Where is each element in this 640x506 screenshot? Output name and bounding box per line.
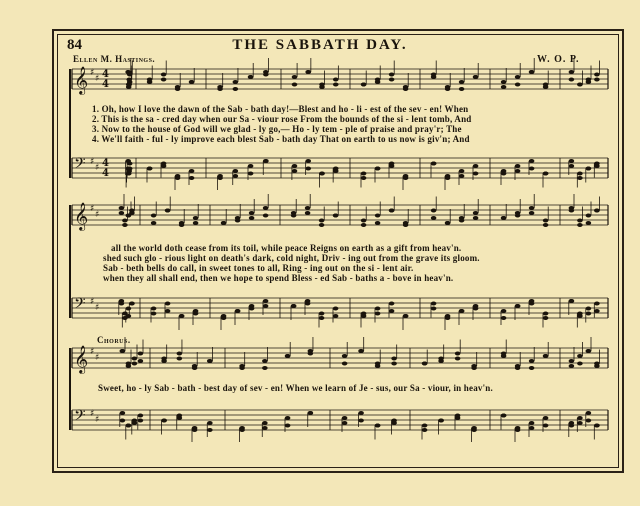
note-head: [305, 70, 311, 74]
sharp-icon: ♯: [95, 415, 100, 425]
note-head: [165, 309, 171, 313]
note-head: [543, 354, 549, 358]
note-head: [263, 214, 269, 218]
note-head: [262, 421, 268, 425]
note-head: [403, 87, 409, 91]
time-signature: 4: [102, 79, 109, 90]
note-head: [138, 352, 144, 356]
note-head: [501, 354, 507, 358]
note-head: [501, 172, 507, 176]
note-head: [529, 206, 535, 210]
note-head: [586, 419, 592, 423]
time-signature: 4: [102, 158, 109, 169]
bass-clef-icon: 𝄢: [74, 155, 86, 176]
note-head: [577, 354, 583, 358]
note-head: [422, 362, 428, 366]
note-head: [319, 316, 325, 320]
note-head: [192, 428, 198, 432]
note-head: [543, 219, 549, 223]
note-head: [333, 314, 339, 318]
note-head: [177, 352, 183, 356]
page-number: 84: [67, 37, 82, 53]
note-head: [529, 70, 535, 74]
verse-1-line-2: all the world doth cease from its toil, while peace Reigns on earth as a gift from heav'n.: [111, 243, 462, 253]
note-head: [431, 209, 437, 213]
note-head: [342, 354, 348, 358]
note-head: [126, 364, 132, 368]
note-head: [594, 209, 600, 213]
note-head: [151, 307, 157, 311]
note-head: [445, 316, 451, 320]
staff-6: [72, 407, 608, 430]
note-head: [515, 304, 521, 308]
sharp-icon: ♯: [90, 204, 95, 214]
note-head: [529, 302, 535, 306]
note-head: [586, 312, 592, 316]
verse-4-line-2: when they all shall end, then we hope to spend Bless - ed Sab - baths a - bove in heav'n.: [103, 273, 454, 283]
note-head: [263, 159, 269, 163]
note-head: [594, 309, 600, 313]
sharp-icon: ♯: [95, 163, 100, 173]
note-head: [305, 302, 311, 306]
note-head: [501, 316, 507, 320]
note-head: [389, 309, 395, 313]
note-head: [333, 169, 339, 173]
note-head: [319, 85, 325, 89]
note-head: [543, 312, 549, 316]
note-head: [361, 223, 367, 227]
verse-2-line-1: 2. This is the sa - cred day when our Sa - viour rose From the bounds of the si - lent tomb, And: [92, 114, 472, 124]
note-head: [120, 419, 126, 423]
note-head: [577, 176, 583, 180]
sharp-icon: ♯: [95, 210, 100, 220]
note-head: [586, 411, 592, 415]
note-head: [515, 214, 521, 218]
note-head: [193, 221, 199, 225]
note-head: [459, 174, 465, 178]
note-head: [262, 426, 268, 430]
note-head: [132, 357, 138, 361]
note-head: [263, 304, 269, 308]
note-head: [249, 307, 255, 311]
note-head: [239, 366, 245, 370]
note-head: [217, 87, 223, 91]
note-head: [438, 419, 444, 423]
note-head: [529, 359, 535, 363]
note-head: [126, 314, 132, 318]
note-head: [175, 87, 181, 91]
song-title: THE SABBATH DAY.: [232, 37, 408, 53]
note-head: [389, 164, 395, 168]
note-head: [431, 162, 437, 166]
note-head: [235, 219, 241, 223]
note-head: [217, 176, 223, 180]
note-head: [594, 302, 600, 306]
note-head: [431, 302, 437, 306]
note-head: [569, 364, 575, 368]
note-head: [342, 362, 348, 366]
note-head: [586, 167, 592, 171]
note-head: [361, 83, 367, 87]
note-head: [529, 426, 535, 430]
note-head: [389, 209, 395, 213]
note-head: [249, 211, 255, 215]
note-head: [543, 424, 549, 428]
note-head: [292, 169, 298, 173]
note-head: [501, 85, 507, 89]
note-head: [577, 314, 583, 318]
treble-clef-icon: 𝄞: [74, 345, 89, 373]
note-head: [235, 309, 241, 313]
note-head: [577, 421, 583, 425]
verse-1-line-1: 1. Oh, how I love the dawn of the Sab - bath day!—Blest and ho - li - est of the sev - en! When: [92, 104, 469, 114]
note-head: [207, 421, 213, 425]
note-head: [358, 411, 364, 415]
note-head: [391, 357, 397, 361]
note-head: [151, 214, 157, 218]
note-head: [577, 83, 583, 87]
note-head: [586, 349, 592, 353]
note-head: [233, 174, 239, 178]
note-head: [165, 302, 171, 306]
note-head: [569, 78, 575, 82]
note-head: [285, 354, 291, 358]
note-head: [248, 172, 254, 176]
note-head: [455, 416, 461, 420]
note-head: [473, 216, 479, 220]
note-head: [501, 216, 507, 220]
note-head: [161, 419, 167, 423]
note-head: [358, 419, 364, 423]
note-head: [375, 424, 381, 428]
verse-4-line-1: 4. We'll faith - ful - ly improve each blest Sab - bath day That on earth to us now is giv'n; And: [92, 134, 470, 144]
note-head: [305, 167, 311, 171]
note-head: [189, 80, 195, 84]
note-head: [375, 167, 381, 171]
note-head: [292, 164, 298, 168]
note-head: [358, 349, 364, 353]
note-head: [577, 416, 583, 420]
note-head: [319, 219, 325, 223]
note-head: [459, 87, 465, 91]
note-head: [529, 421, 535, 425]
note-head: [422, 424, 428, 428]
note-head: [285, 424, 291, 428]
note-head: [138, 419, 144, 423]
note-head: [471, 428, 477, 432]
note-head: [569, 209, 575, 213]
sharp-icon: ♯: [90, 297, 95, 307]
sharp-icon: ♯: [90, 157, 95, 167]
note-head: [292, 75, 298, 79]
note-head: [248, 75, 254, 79]
note-head: [127, 73, 133, 77]
treble-clef-icon: 𝄞: [74, 66, 89, 94]
note-head: [127, 162, 133, 166]
note-head: [189, 169, 195, 173]
time-signature: 4: [102, 168, 109, 179]
note-head: [179, 314, 185, 318]
note-head: [319, 312, 325, 316]
note-head: [361, 172, 367, 176]
note-head: [569, 424, 575, 428]
treble-clef-icon: 𝄞: [74, 202, 89, 230]
note-head: [501, 414, 507, 418]
staff-2: [72, 155, 608, 179]
note-head: [132, 421, 138, 425]
verse-3-line-2: Sab - beth bells do call, in sweet tones to all, Ring - ing out on the si - lent air.: [103, 263, 414, 273]
note-head: [515, 428, 521, 432]
note-head: [431, 307, 437, 311]
bass-clef-icon: 𝄢: [74, 295, 86, 316]
note-head: [291, 214, 297, 218]
note-head: [473, 164, 479, 168]
note-head: [127, 80, 133, 84]
note-head: [161, 78, 167, 82]
note-head: [285, 416, 291, 420]
note-head: [305, 211, 311, 215]
note-head: [438, 359, 444, 363]
note-head: [305, 206, 311, 210]
note-head: [263, 73, 269, 77]
note-head: [403, 314, 409, 318]
note-head: [577, 362, 583, 366]
note-head: [471, 366, 477, 370]
sharp-icon: ♯: [95, 74, 100, 84]
note-head: [501, 80, 507, 84]
note-head: [161, 164, 167, 168]
note-head: [129, 302, 135, 306]
note-head: [221, 221, 227, 225]
note-head: [177, 357, 183, 361]
sharp-icon: ♯: [90, 347, 95, 357]
note-head: [375, 214, 381, 218]
note-head: [179, 223, 185, 227]
note-head: [569, 164, 575, 168]
note-head: [529, 211, 535, 215]
note-head: [120, 349, 126, 353]
note-head: [308, 352, 314, 356]
note-head: [586, 221, 592, 225]
note-head: [569, 359, 575, 363]
note-head: [569, 299, 575, 303]
note-head: [389, 73, 395, 77]
note-head: [389, 78, 395, 82]
note-head: [577, 172, 583, 176]
note-head: [263, 299, 269, 303]
note-head: [594, 424, 600, 428]
note-head: [119, 211, 125, 215]
note-head: [586, 307, 592, 311]
note-head: [375, 312, 381, 316]
note-head: [431, 216, 437, 220]
note-head: [132, 362, 138, 366]
note-head: [473, 211, 479, 215]
note-head: [569, 159, 575, 163]
note-head: [161, 359, 167, 363]
note-head: [515, 169, 521, 173]
note-head: [459, 219, 465, 223]
note-head: [501, 309, 507, 313]
note-head: [305, 159, 311, 163]
note-head: [515, 366, 521, 370]
note-head: [391, 362, 397, 366]
note-head: [333, 214, 339, 218]
note-head: [333, 307, 339, 311]
note-head: [333, 83, 339, 87]
note-head: [262, 359, 268, 363]
sharp-icon: ♯: [95, 353, 100, 363]
note-head: [361, 314, 367, 318]
note-head: [233, 87, 239, 91]
note-head: [129, 211, 135, 215]
note-head: [122, 219, 128, 223]
note-head: [569, 70, 575, 74]
note-head: [239, 428, 245, 432]
note-head: [151, 312, 157, 316]
note-head: [529, 167, 535, 171]
note-head: [151, 221, 157, 225]
note-head: [529, 159, 535, 163]
note-head: [319, 172, 325, 176]
note-head: [249, 216, 255, 220]
note-head: [207, 359, 213, 363]
note-head: [138, 359, 144, 363]
note-head: [515, 164, 521, 168]
note-head: [120, 411, 126, 415]
note-head: [375, 221, 381, 225]
note-head: [515, 75, 521, 79]
verse-3-line-1: 3. Now to the house of God will we glad - ly go,— Ho - ly tem - ple of praise and pray'r; The: [92, 124, 462, 134]
note-head: [165, 209, 171, 213]
note-head: [375, 80, 381, 84]
note-head: [177, 416, 183, 420]
note-head: [515, 83, 521, 87]
note-head: [445, 221, 451, 225]
note-head: [473, 307, 479, 311]
chorus-lyric: Sweet, ho - ly Sab - bath - best day of sev - en! When we learn of Je - sus, our Sa - viour, in heav'n.: [98, 383, 493, 393]
note-head: [319, 223, 325, 227]
note-head: [126, 424, 132, 428]
note-head: [459, 169, 465, 173]
note-head: [431, 75, 437, 79]
note-head: [594, 364, 600, 368]
note-head: [122, 223, 128, 227]
note-head: [192, 366, 198, 370]
note-head: [207, 428, 213, 432]
note-head: [586, 80, 592, 84]
note-head: [543, 416, 549, 420]
note-head: [292, 83, 298, 87]
note-head: [586, 214, 592, 218]
note-head: [445, 87, 451, 91]
note-head: [138, 414, 144, 418]
lyricist-credit: Ellen M. Hastings.: [73, 54, 156, 64]
note-head: [543, 85, 549, 89]
note-head: [543, 172, 549, 176]
bass-clef-icon: 𝄢: [74, 407, 86, 428]
note-head: [389, 302, 395, 306]
note-head: [594, 78, 600, 82]
note-head: [375, 364, 381, 368]
note-head: [263, 206, 269, 210]
note-head: [308, 411, 314, 415]
note-head: [403, 176, 409, 180]
note-head: [193, 216, 199, 220]
note-head: [248, 164, 254, 168]
note-head: [175, 176, 181, 180]
note-head: [459, 80, 465, 84]
note-head: [233, 169, 239, 173]
note-head: [422, 428, 428, 432]
composer-credit: W. O. P.: [537, 54, 580, 65]
note-head: [455, 357, 461, 361]
note-head: [333, 78, 339, 82]
note-head: [342, 416, 348, 420]
note-head: [594, 164, 600, 168]
note-head: [473, 75, 479, 79]
note-head: [445, 176, 451, 180]
note-head: [391, 421, 397, 425]
note-head: [221, 316, 227, 320]
note-head: [361, 219, 367, 223]
note-head: [126, 307, 132, 311]
sharp-icon: ♯: [90, 409, 95, 419]
note-head: [403, 223, 409, 227]
note-head: [473, 172, 479, 176]
note-head: [529, 366, 535, 370]
note-head: [291, 304, 297, 308]
note-head: [147, 80, 153, 84]
chorus-label: Chorus.: [97, 335, 131, 345]
note-head: [147, 167, 153, 171]
verse-2-line-2: shed such glo - rious light on death's dark, cold night, Driv - ing out from the grave its gloom.: [103, 253, 480, 263]
note-head: [543, 223, 549, 227]
note-head: [577, 223, 583, 227]
note-head: [189, 176, 195, 180]
note-head: [127, 167, 133, 171]
note-head: [262, 366, 268, 370]
note-head: [119, 206, 125, 210]
note-head: [543, 316, 549, 320]
sharp-icon: ♯: [95, 303, 100, 313]
note-head: [361, 176, 367, 180]
note-head: [119, 302, 125, 306]
note-head: [193, 312, 199, 316]
note-head: [459, 309, 465, 313]
note-head: [375, 307, 381, 311]
note-head: [594, 73, 600, 77]
note-head: [342, 421, 348, 425]
note-head: [161, 73, 167, 77]
note-head: [455, 352, 461, 356]
time-signature: 4: [102, 69, 109, 80]
sharp-icon: ♯: [90, 68, 95, 78]
note-head: [577, 219, 583, 223]
note-head: [233, 80, 239, 84]
